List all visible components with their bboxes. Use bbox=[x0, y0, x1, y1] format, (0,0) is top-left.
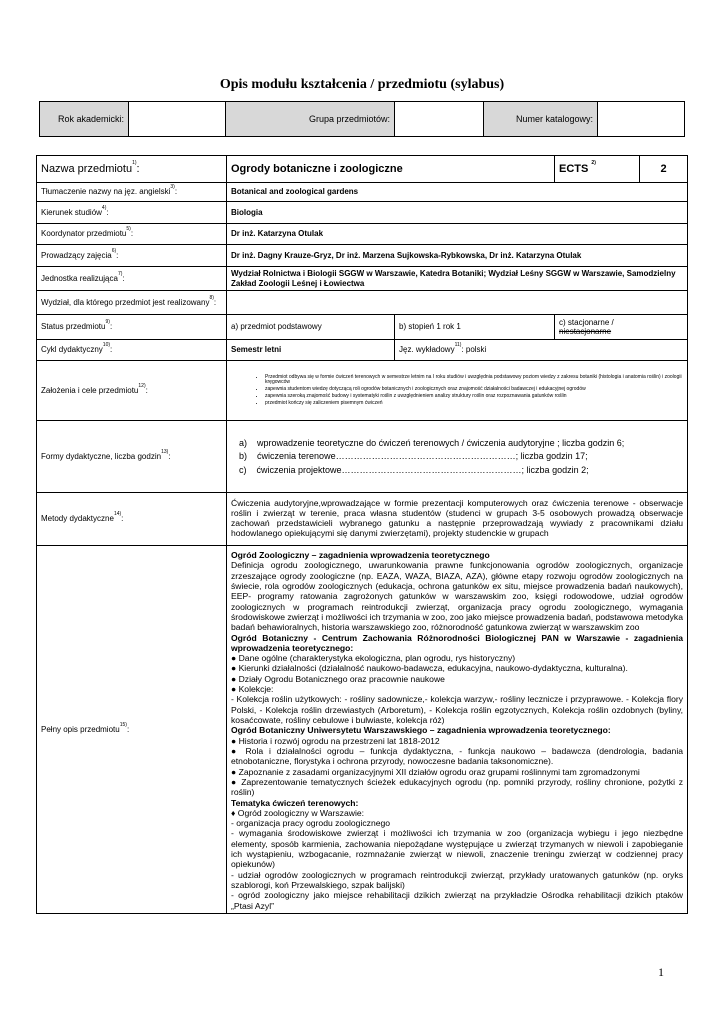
opis-line: - ogród zoologiczny jako miejsce rehabilitacji dzikich zwierząt na przykładzie Ośrodka rehabilitacji dzikich ptaków „Ptasi Azyl” bbox=[231, 890, 684, 911]
rok-value bbox=[129, 102, 226, 137]
status-row bbox=[37, 315, 688, 340]
row-label: Kierunek studiów$^{4)}$: bbox=[37, 202, 227, 224]
table-row bbox=[37, 291, 688, 315]
row-value: Dr inż. Dagny Krauze-Gryz, Dr inż. Marzena Sujkowska-Rybkowska, Dr inż. Katarzyna Otulak bbox=[227, 245, 688, 267]
grupa-value bbox=[395, 102, 484, 137]
opis-line: Definicja ogrodu zoologicznego, uwarunkowania prawne funkcjonowania ogrodów zoologicznych, organizacje zrzeszające ogrody zoologiczne (np. EAZA, WAZA, BIAZA, AZA), główne etapy rozwoju ogrodów zoologicznych na świecie, rola ogrodów zoologicznych (edukacja, ochrona gatunków ex situ, miejsce prowadzenia badań naukowych), EEP- programy ratowania zagrożonych gatunków w warszawskim zoo, księgi rodowodowe, udział ogrodów zoologicznych w programach reintrodukcji zwierząt, organizacja pracy ogrodu zoologicznego, wymagania środowiskowe zwierząt i możliwości ich trzymania w zoo, zoo jako miejsce prowadzenia badań, podstawowa metodyka badań behawioralnych, historia warszawskiego zoo, różnorodność gatunkowa zwierząt w warszawskim zoo bbox=[231, 560, 684, 633]
table-row bbox=[37, 202, 688, 224]
opis-label: Pełny opis przedmiotu$^{15)}$: bbox=[37, 546, 227, 914]
numer-label: Numer katalogowy: bbox=[484, 102, 598, 137]
list-item: c) ćwiczenia projektowe……………………………………………………; liczba godzin 2; bbox=[239, 464, 589, 475]
status-b: b) stopień 1 rok 1 bbox=[395, 315, 555, 340]
header-table bbox=[39, 101, 685, 137]
opis-line: ● Historia i rozwój ogrodu na przestrzeni lat 1818-2012 bbox=[231, 735, 440, 746]
metody-value: Ćwiczenia audytoryjne,wprowadzające w formie prezentacji komputerowych oraz ćwiczenia terenowe - obserwacje roślin i zwierząt w terenie, praca własna studentów (studenci w grupach 3-5 osobowych prowadzą obserwacje zachowań przedstawicieli wybranego gatunku a następnie przeprowadzają wywiady z pracownikami działu hodowlanego opiekującymi się danymi zwierzętami), projekty studenckie w grupach bbox=[227, 493, 688, 546]
cykl-row bbox=[37, 340, 688, 361]
opis-line: Tematyka ćwiczeń terenowych: bbox=[231, 797, 359, 808]
ects-value: 2 bbox=[640, 156, 688, 183]
opis-line: ● Zaprezentowanie tematycznych ścieżek edukacyjnych ogrodu (np. pomniki przyrody, rośliny chronione, pożytki z roślin) bbox=[231, 776, 684, 798]
table-row bbox=[37, 224, 688, 245]
zalozenia-row bbox=[37, 361, 688, 421]
list-item: • Przedmiot odbywa się w formie ćwiczeń terenowych w semestrze letnim na I roku studiów i uwzględnia podstawowy poziom wiedzy z zakresu botaniki (histologia i anatomia roślin) i zoologii kręgowców bbox=[265, 375, 683, 387]
nazwa-value: Ogrody botaniczne i zoologiczne bbox=[227, 156, 555, 183]
opis-line: - Kolekcja roślin użytkowych: - rośliny sadownicze,- kolekcja warzyw,- rośliny lecznicze i przyprawowe. - Kolekcja flory Polski, - Kolekcja roślin drzewiastych (Arboretum), - Kolekcja roślin egzotycznych, Kolekcja roślin ozdobnych (byliny, kosaćcowate, rośliny cebulowe i bulwiaste, kolekcja róż) bbox=[231, 694, 684, 725]
opis-line: ● Działy Ogrodu Botanicznego oraz pracownie naukowe bbox=[231, 673, 445, 684]
status-label: Status przedmiotu$^{9)}$: bbox=[37, 315, 227, 340]
opis-row bbox=[37, 546, 688, 914]
zalozenia-list bbox=[227, 361, 688, 421]
status-c: c) stacjonarne / niestacjonarne bbox=[555, 315, 688, 340]
metody-label: Metody dydaktyczne$^{14)}$: bbox=[37, 493, 227, 546]
list-item: • zapewnia studentom wiedzę dotyczącą roli ogrodów botanicznych i zoologicznych oraz znajomość działalności badawczej i edukacyjnej ogrodów bbox=[265, 387, 683, 393]
opis-line: Ogród Zoologiczny – zagadnienia wprowadzenia teoretycznego bbox=[231, 550, 490, 560]
syllabus-table bbox=[36, 155, 688, 914]
row-value: Biologia bbox=[227, 202, 688, 224]
row-value: Wydział Rolnictwa i Biologii SGGW w Warszawie, Katedra Botaniki; Wydział Leśny SGGW w Warszawie, Samodzielny Zakład Zoologii Leśnej i Łowiectwa bbox=[227, 267, 688, 291]
row-label: Jednostka realizująca$^{7)}$: bbox=[37, 267, 227, 291]
opis-line: ● Kolekcje: bbox=[231, 684, 274, 695]
list-item: • zapewnia szeroką znajomość budowy i systematyki roślin z uwzględnieniem analizy struktury roślin oraz rozpoznawania gatunków roślin bbox=[265, 394, 683, 400]
row-label: Wydział, dla którego przedmiot jest realizowany$^{8)}$: bbox=[37, 291, 227, 315]
opis-line: - udział ogrodów zoologicznych w programach reintrodukcji zwierząt, przykłady uratowanych gatunków (np. oryks szablorogi, koń Przewalskiego, szpak balijski) bbox=[231, 869, 684, 890]
document-title: Opis modułu kształcenia / przedmiotu (sylabus) bbox=[219, 77, 505, 92]
nazwa-row bbox=[37, 156, 688, 183]
numer-value bbox=[598, 102, 685, 137]
table-row bbox=[37, 183, 688, 202]
cykl-value: Semestr letni bbox=[227, 340, 395, 361]
nazwa-label: Nazwa przedmiotu$^{1)}$: bbox=[37, 156, 227, 183]
table-row bbox=[37, 245, 688, 267]
grupa-label: Grupa przedmiotów: bbox=[226, 102, 395, 137]
opis-line: - organizacja pracy ogrodu zoologicznego bbox=[231, 818, 391, 829]
metody-row bbox=[37, 493, 688, 546]
opis-line: Ogród Botaniczny Uniwersytetu Warszawskiego – zagadnienia wprowadzenia teoretycznego: bbox=[231, 725, 611, 736]
opis-line: - wymagania środowiskowe zwierząt i możliwości ich trzymania w zoo (organizacja wybiegu i jego niezbędne elementy, sposób karmienia, zachowania niepożądane występujące u zwierząt trzymanych w niewoli i zapobieganie ich wystąpieniu, wzbogacanie, rozmnażanie zwierząt w niewoli, znaczenie treningu zwierząt w codziennej pracy opiekunów) bbox=[231, 828, 684, 870]
status-a: a) przedmiot podstawowy bbox=[227, 315, 395, 340]
rok-label: Rok akademicki: bbox=[40, 102, 129, 137]
list-item: a) wprowadzenie teoretyczne do ćwiczeń terenowych / ćwiczenia audytoryjne ; liczba godzin 6; bbox=[239, 437, 625, 448]
list-item: b) ćwiczenia terenowe……………………………………………………; liczba godzin 17; bbox=[239, 451, 588, 462]
opis-line: ♦ Ogród zoologiczny w Warszawie: bbox=[231, 807, 365, 818]
list-item: • przedmiot kończy się zaliczeniem pisemnym ćwiczeń bbox=[265, 401, 683, 407]
opis-line: ● Dane ogólne (charakterystyka ekologiczna, plan ogrodu, rys historyczny) bbox=[231, 653, 516, 664]
formy-label: Formy dydaktyczne, liczba godzin$^{13)}$: bbox=[37, 421, 227, 493]
page-number: 1 bbox=[658, 965, 664, 979]
row-label: Tłumaczenie nazwy na jęz. angielski$^{3)}$: bbox=[37, 183, 227, 202]
table-row bbox=[37, 267, 688, 291]
opis-content bbox=[227, 546, 688, 914]
cykl-label: Cykl dydaktyczny$^{10)}$: bbox=[37, 340, 227, 361]
formy-list bbox=[227, 421, 688, 493]
opis-line: ● Zapoznanie z zasadami organizacyjnymi XII działów ogrodu oraz grupami roślinnymi tam zgromadzonymi bbox=[231, 766, 640, 777]
row-label: Koordynator przedmiotu$^{5)}$: bbox=[37, 224, 227, 245]
jezyk: Jęz. wykładowy$^{11)}$: polski bbox=[395, 340, 688, 361]
opis-line: ● Kierunki działalności (działalność naukowo-badawcza, edukacyjna, naukowo-dydaktyczna, kulturalna). bbox=[231, 663, 628, 674]
row-value: Dr inż. Katarzyna Otulak bbox=[227, 224, 688, 245]
row-label: Prowadzący zajęcia$^{6)}$: bbox=[37, 245, 227, 267]
row-value bbox=[227, 291, 688, 315]
opis-line: Ogród Botaniczny - Centrum Zachowania Różnorodności Biologicznej PAN w Warszawie - zagadnienia wprowadzenia teoretycznego: bbox=[231, 632, 684, 653]
opis-line: ● Rola i działalności ogrodu – funkcja dydaktyczna, - funkcja naukowo – badawcza (dendrologia, badania etnobotaniczne, florystyka i ochrona przyrody, nowoczesne badania taksonomiczne). bbox=[231, 745, 684, 767]
ects-label: ECTS $^{2)}$ bbox=[555, 156, 640, 183]
row-value: Botanical and zoological gardens bbox=[227, 183, 688, 202]
zalozenia-label: Założenia i cele przedmiotu$^{12)}$: bbox=[37, 361, 227, 421]
formy-row bbox=[37, 421, 688, 493]
